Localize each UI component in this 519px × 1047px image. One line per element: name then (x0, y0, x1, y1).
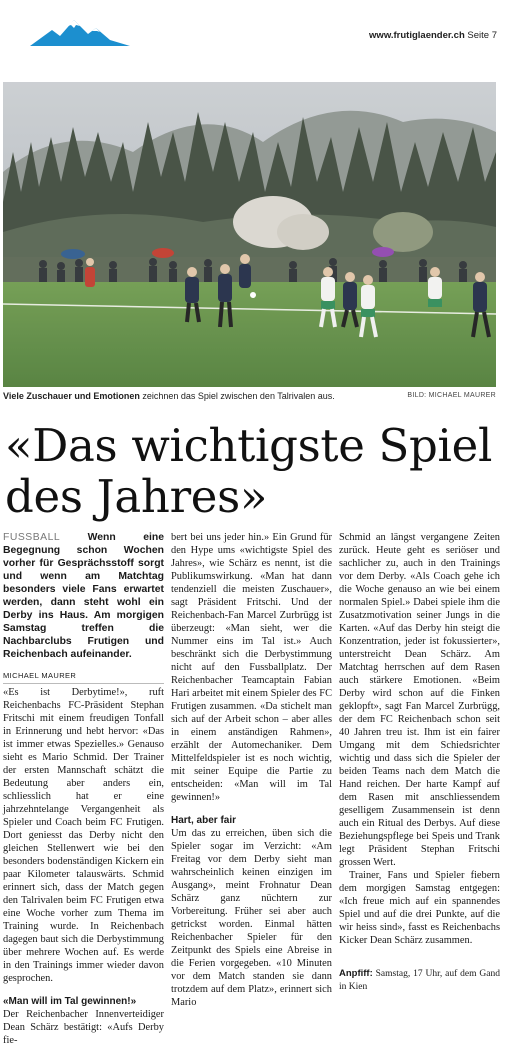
page-number: Seite 7 (467, 30, 497, 41)
kickoff-label: Anpfiff: (339, 968, 373, 979)
body-paragraph-2-cont: bert bei uns jeder hin.» Ein Grund für den Hype ums «wichtigste Spiel des Jahres», wie Schärz es nennt, ist die Publikumswirkung. «Man hat dann tendenziell die meisten Zuschauer», sagt Präsident Fritschi. Und der Reichenbach-Fan Marcel Zurbrügg ist überzeugt: «Man sieht, wer die Nummer eins im Tal ist.» Auch beschränkt sich die Derbystimmung nicht auf den Fussballplatz. Der Reichenbacher Teamcaptain Fabian Hari arbeitet mit einem Spieler des FC Frutigen zusammen. «Da stichelt man sich auf der Arbeit schon – aber alles in einem anständigen Rahmen», erzählt der Automechaniker. Dem Mittelfeldspieler ist es noch wichtig, mit seiner Equipe die Partie zu entscheiden: «Man will im Tal gewinnen!» (171, 532, 332, 803)
kickoff-text: Samstag, 17 Uhr, auf dem Gand in Kien (339, 969, 500, 992)
lead-text: Wenn eine Begegnung schon Wochen vorher für Gesprächsstoff sorgt und wenn am Matchtag besonders viele Fans erwartet werden, dann steht wohl ein Derby ins Haus. Am morgigen Samstag treffen die Nachbarclubs Frutigen und Reichenbach aufeinander. (3, 532, 164, 660)
site-url[interactable]: www.frutiglaender.ch (369, 30, 465, 41)
photo-caption (3, 391, 496, 401)
caption-text: zeichnen das Spiel zwischen den Talrivalen aus. (139, 391, 335, 401)
kickoff-info (339, 967, 500, 994)
article-headline (5, 420, 505, 522)
body-paragraph-3-start: Um das zu erreichen, üben sich die Spieler sogar im Verzicht: «Am Freitag vor dem Derby sieht man wahrscheinlich keinen einzigen im Ausgang», meint Frohnatur Dean Schärz ganz nüchtern zur Vorbereitung. Früher sei aber auch getrickst worden. Einmal hätten Reichenbacher Spieler für den Zeitpunkt des Spiels eine Abreise in die Ferien vorgegeben. «10 Minuten vor dem Match standen sie dann trotzdem auf dem Platz», erinnert sich Mario (171, 828, 332, 1008)
page-header (0, 0, 519, 70)
article-photo (3, 82, 496, 387)
author-byline: MICHAEL MAURER (3, 669, 164, 684)
headline-line-2: des Jahres» (5, 470, 268, 523)
body-paragraph-1: «Es ist Derbytime!», ruft Reichenbachs FC-Präsident Stephan Fritschi mit einem freudigen Tonfall in Erinnerung und hebt hervor: «Das ist immer etwas Spezielles.» Genauso sieht es Mario Schmid. Der Trainer der ersten Mannschaft schätzt die Bedeutung aber anders ein, schliesslich hat er eine jahrzehntelange Vergangenheit als Spieler und Coach beim FC Frutigen. Dort geniesst das Derby nicht den gleichen Stellenwert wie bei den besonders bodenständigen Kickern ein paar Kilometer talauswärts. Schmid erinnert sich, dass der Match gegen den Talrivalen beim FC Frutigen etwa eine Woche vorher zum Thema im Training wurde. In Reichenbach dagegen baut sich die Derbystimmung über mehrere Wochen auf. Es werde in den Trainings immer wieder davon gesprochen. (3, 687, 164, 984)
article-column-2 (171, 531, 332, 1009)
article-column-1 (3, 531, 164, 1047)
body-paragraph-4: Trainer, Fans und Spieler fiebern dem morgigen Samstag entgegen: «Ich freue mich auf ein spannendes Spiel und auf die drei Punkte, auf die wir heiss sind», fasst es Reichenbachs Kicker Dean Schärz zusammen. (339, 870, 500, 946)
article-column-3 (339, 531, 500, 994)
subheading-2: Hart, aber fair (171, 815, 237, 826)
body-paragraph-2-start: Der Reichenbacher Innenverteidiger Dean Schärz bestätigt: «Aufs Derby fie- (3, 1009, 164, 1046)
caption-bold: Viele Zuschauer und Emotionen (3, 391, 140, 401)
article-lead (3, 531, 164, 661)
football-match-image (3, 82, 496, 387)
photo-credit: BILD: MICHAEL MAURER (407, 392, 496, 399)
kicker: FUSSBALL (3, 532, 61, 543)
subheading-1: «Man will im Tal gewinnen!» (3, 996, 137, 1007)
mountain-logo-icon (30, 16, 130, 48)
site-info (369, 30, 497, 41)
body-paragraph-3-cont: Schmid an längst vergangene Zeiten zurück. Heute geht es seriöser und sachlicher zu, auch in den Trainings vor dem Derby. «Als Coach gehe ich die Woche genauso an wie bei einem normalen Spiel.» Dabei spiele ihm die Zusatzmotivation seiner Jungs in die Karten. «Auf das Derby hin steigt die Konzentration, jeder ist fokussierter», unterstreicht Dean Schärz. Am Matchtag herrschen auf dem Rasen auch stärkere Emotionen. «Beim Derby wird schon auf die Finken geklopft», sagt Fan Marcel Zurbrügg, der dem FC Reichenbach schon seit 40 Jahren treu ist. Ihm ist ein fairer Umgang mit dem Schiedsrichter wichtig und dass sich die Spieler der beiden Teams nach dem Match die Hand reichen. Der harte Kampf auf dem Rasen mit anschliessendem geselligem Zusammensein ist denn auch ein Ritual des Derbys. Auf diese Beziehungspflege bei Speis und Trank legt Präsident Stephan Fritschi grossen Wert. (339, 532, 500, 868)
headline-line-1: «Das wichtigste Spiel (5, 419, 493, 472)
